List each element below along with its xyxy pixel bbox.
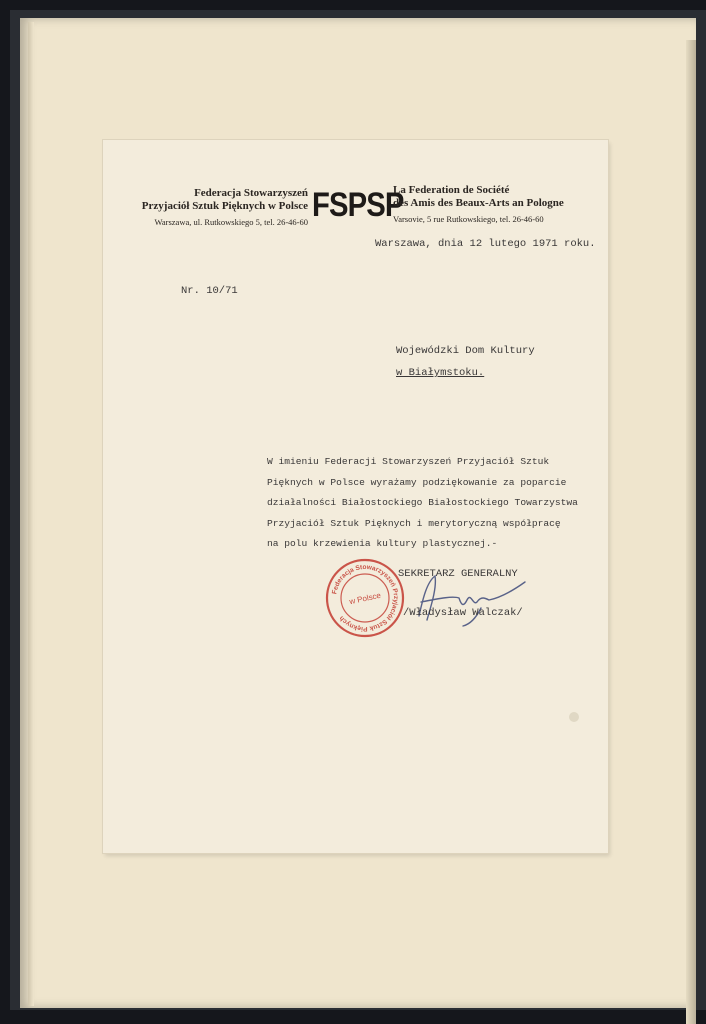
recipient-line1: Wojewódzki Dom Kultury xyxy=(396,345,535,357)
letter-body xyxy=(267,452,597,555)
svg-text:Federacja Stowarzyszeń Przyjac: Federacja Stowarzyszeń Przyjaciół Sztuk Pięknych xyxy=(331,563,400,633)
signatory-title: SEKRETARZ GENERALNY xyxy=(398,568,518,580)
letterhead-right-line1: La Federation de Société xyxy=(393,184,510,196)
fspsp-logo: FSPSP xyxy=(312,186,404,224)
letterhead-french xyxy=(393,184,593,226)
date-line: Warszawa, dnia 12 lutego 1971 roku. xyxy=(375,238,596,250)
letterhead-left-line2: Przyjaciół Sztuk Pięknych w Polsce xyxy=(141,200,308,212)
svg-text:w Polsce: w Polsce xyxy=(348,590,382,607)
reference-number: Nr. 10/71 xyxy=(181,285,238,297)
body-line: na polu krzewienia kultury plastycznej.- xyxy=(267,538,498,549)
letterhead-right-address: Varsovie, 5 rue Rutkowskiego, tel. 26-46-60 xyxy=(393,214,544,224)
letterhead-polish xyxy=(103,187,308,229)
body-line: Przyjaciół Sztuk Pięknych i merytoryczną współpracę xyxy=(267,517,561,529)
paper-spot xyxy=(569,712,579,722)
body-line: W imieniu Federacji Stowarzyszeń Przyjaciół Sztuk xyxy=(267,456,550,467)
letter-sheet xyxy=(103,140,608,853)
page-right-edge xyxy=(686,40,696,1024)
handwritten-signature xyxy=(401,568,541,628)
body-line: Pięknych w Polsce wyrażamy podziękowanie za poparcie xyxy=(267,476,567,488)
letterhead-left-line1: Federacja Stowarzyszeń xyxy=(194,187,308,199)
page-left-edge xyxy=(28,22,34,1006)
body-line: działalności Białostockiego Białostockiego Towarzystwa xyxy=(267,497,578,508)
signatory-name: /Władysław Walczak/ xyxy=(403,607,523,619)
letterhead-right-line2: des Amis des Beaux-Arts an Pologne xyxy=(393,197,564,209)
letterhead-left-address: Warszawa, ul. Rutkowskiego 5, tel. 26-46-60 xyxy=(154,217,308,227)
official-stamp xyxy=(325,558,405,638)
recipient-line2: w Białymstoku. xyxy=(396,367,485,379)
